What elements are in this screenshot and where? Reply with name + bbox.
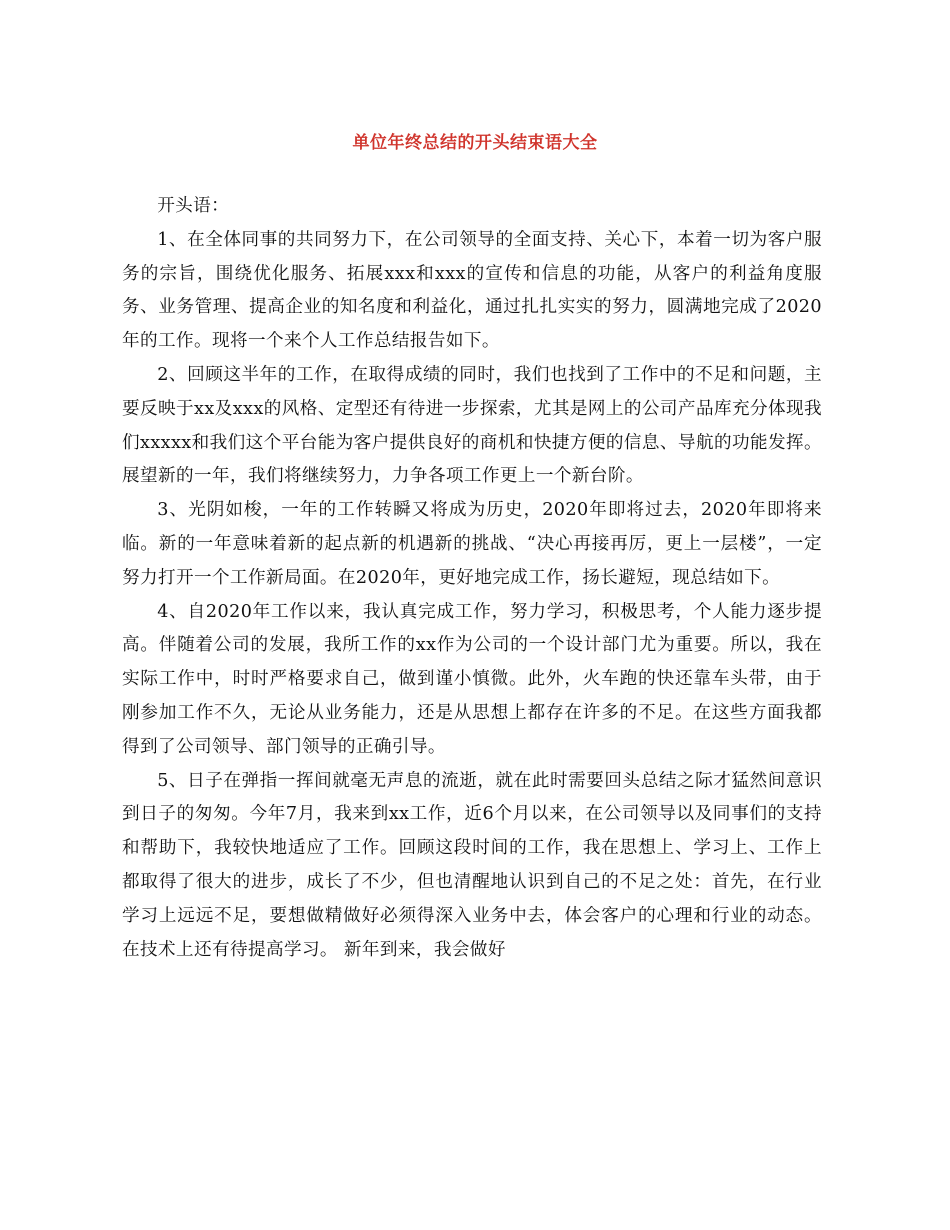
paragraph-4: 4、自2020年工作以来，我认真完成工作，努力学习，积极思考，个人能力逐步提高。伴随着公司的发展，我所工作的xx作为公司的一个设计部门尤为重要。所以，我在实际工作中，时时严格要求自己，做到谨小慎微。此外，火车跑的快还靠车头带，由于刚参加工作不久，无论从业务能力，还是从思想上都存在许多的不足。在这些方面我都得到了公司领导、部门领导的正确引导。	[122, 601, 822, 757]
document-body	[122, 190, 822, 967]
paragraph-2: 2、回顾这半年的工作，在取得成绩的同时，我们也找到了工作中的不足和问题，主要反映于xx及xxx的风格、定型还有待进一步探索，尤其是网上的公司产品库充分体现我们xxxxx和我们这个平台能为客户提供良好的商机和快捷方便的信息、导航的功能发挥。展望新的一年，我们将继续努力，力争各项工作更上一个新台阶。	[122, 364, 822, 487]
paragraph-1: 1、在全体同事的共同努力下，在公司领导的全面支持、关心下，本着一切为客户服务的宗旨，围绕优化服务、拓展xxx和xxx的宣传和信息的功能，从客户的利益角度服务、业务管理、提高企业的知名度和利益化，通过扎扎实实的努力，圆满地完成了2020年的工作。现将一个来个人工作总结报告如下。	[122, 229, 822, 352]
document-title: 单位年终总结的开头结束语大全	[352, 133, 598, 153]
paragraph-3: 3、光阴如梭，一年的工作转瞬又将成为历史，2020年即将过去，2020年即将来临。新的一年意味着新的起点新的机遇新的挑战、“决心再接再厉，更上一层楼”，一定努力打开一个工作新局面。在2020年，更好地完成工作，扬长避短，现总结如下。	[122, 500, 822, 588]
paragraph-5: 5、日子在弹指一挥间就毫无声息的流逝，就在此时需要回头总结之际才猛然间意识到日子的匆匆。今年7月，我来到xx工作，近6个月以来，在公司领导以及同事们的支持和帮助下，我较快地适应了工作。回顾这段时间的工作，我在思想上、学习上、工作上都取得了很大的进步，成长了不少，但也清醒地认识到自己的不足之处：首先，在行业学习上远远不足，要想做精做好必须得深入业务中去，体会客户的心理和行业的动态。在技术上还有待提高学习。 新年到来，我会做好	[122, 770, 822, 960]
opening-heading: 开头语：	[157, 196, 230, 216]
